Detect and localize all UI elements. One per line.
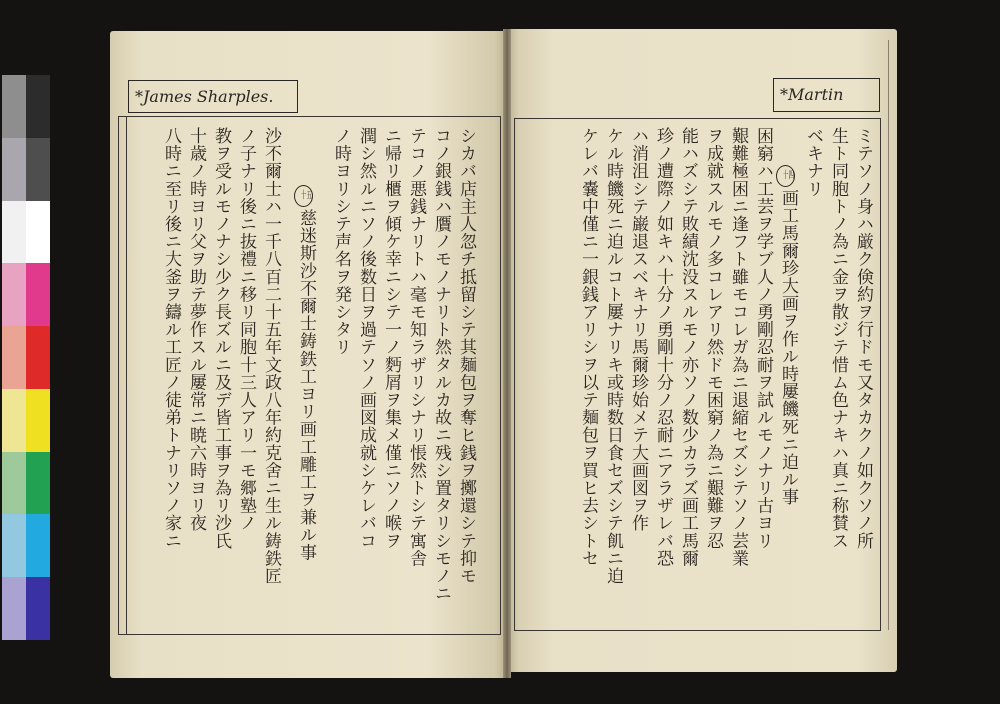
calibration-patch-row: [2, 75, 50, 138]
text-column: ヲ成就スルモノ多コレアリ然ドモ困窮ノ為ニ艱難ヲ忍: [703, 127, 723, 550]
text-column: ミテソノ身ハ厳ク倹約ヲ行ドモ又タカクノ如クソノ所: [853, 127, 873, 550]
text-column: 八時ニ至リ後ニ大釜ヲ鑄ル工匠ノ徒弟トナリソノ家ニ: [161, 127, 181, 550]
calibration-patch: [26, 75, 50, 138]
section-number-badge: 十四: [776, 165, 795, 187]
calibration-patch: [26, 514, 50, 577]
text-column: ニ帰リ櫃ヲ傾ケ幸ニシテ一ノ麪屑ヲ集メ僅ニソノ喉ヲ: [381, 127, 401, 550]
text-column: 困窮ハ工芸ヲ学ブ人ノ勇剛忍耐ヲ試ルモノナリ古ヨリ: [753, 127, 773, 550]
text-column: コノ銀銭ハ贋ノモノナリト然タルカ故ニ残シ置タリシモノニ: [431, 127, 451, 603]
calibration-patch-row: [2, 201, 50, 264]
calibration-patch: [2, 263, 26, 326]
text-column: ノ子ナリ後ニ抜禮ニ移リ同胞十三人アリ一モ郷塾ノ: [236, 127, 256, 532]
text-column: シカバ店主人忽チ抵留シテ其麺包ヲ奪ヒ銭ヲ擲還シテ抑モ: [456, 127, 476, 585]
calibration-patch-row: [2, 577, 50, 640]
text-column: ケル時饑死ニ迫ルコト屢ナリキ或時数日食セズシテ飢ニ迫: [603, 127, 623, 585]
calibration-patch: [26, 389, 50, 452]
calibration-patch: [26, 138, 50, 201]
calibration-patch-row: [2, 138, 50, 201]
text-column: ハ消沮シテ巌退スベキナリ馬爾珍始メテ大画図ヲ作: [628, 127, 648, 532]
text-column: 珍ノ遭際ノ如キハ十分ノ勇剛十分ノ忍耐ニアラザレバ恐: [653, 127, 673, 567]
text-column: 能ハズシテ敗績沈没スルモノ亦ソノ数少カラズ画工馬爾: [678, 127, 698, 567]
color-calibration-strip: [2, 75, 50, 640]
text-column: 潤シ然ルニソノ後数日ヲ過テソノ画図成就シケレバコ: [356, 127, 376, 550]
calibration-patch: [2, 452, 26, 515]
calibration-patch: [26, 326, 50, 389]
calibration-patch: [2, 75, 26, 138]
section-heading-14: [775, 127, 800, 627]
calibration-patch-row: [2, 452, 50, 515]
calibration-patch-row: [2, 514, 50, 577]
calibration-patch-row: [2, 326, 50, 389]
calibration-patch: [2, 138, 26, 201]
section-heading-text: 画工馬爾珍大画ヲ作ル時屢饑死ニ迫ル事: [778, 189, 798, 506]
text-column: 沙不爾士ハ一千八百二十五年文政八年約克舍ニ生ル鋳鉄匠: [261, 127, 281, 585]
book-gutter: [503, 29, 511, 678]
calibration-patch: [26, 452, 50, 515]
section-heading-text: 慈迷斯沙不爾士鋳鉄工ヨリ画工雕工ヲ兼ル事: [296, 209, 316, 561]
sharples-name-label: *James Sharples.: [128, 80, 298, 113]
calibration-patch-row: [2, 389, 50, 452]
calibration-patch: [2, 326, 26, 389]
left-page-text: [160, 127, 478, 627]
calibration-patch: [26, 201, 50, 264]
calibration-patch: [2, 577, 26, 640]
calibration-patch: [26, 577, 50, 640]
calibration-patch: [2, 514, 26, 577]
section-number-badge: 十五: [294, 185, 313, 207]
text-column: テコノ悪銭ナリトハ毫モ知ラザリシナリ悵然トシテ寓舎: [406, 127, 426, 567]
calibration-patch: [2, 389, 26, 452]
calibration-patch: [2, 201, 26, 264]
left-margin-rule: [126, 116, 127, 635]
right-margin-rule: [888, 40, 889, 630]
martin-name-label: *Martin: [773, 78, 880, 112]
section-heading-15: [293, 127, 318, 627]
text-column: 教ヲ受ルモノナシ少ク長ズルニ及デ皆工事ヲ為リ沙氏: [211, 127, 231, 550]
right-page-text: [572, 127, 875, 627]
text-column: 十歳ノ時ヨリ父ヲ助テ夢作スル屢常ニ暁六時ヨリ夜: [186, 127, 206, 532]
text-column: 艱難極困ニ逢フト雖モコレガ為ニ退縮セズシテソノ芸業: [728, 127, 748, 567]
calibration-patch: [26, 263, 50, 326]
text-column: ベキナリ: [803, 127, 823, 198]
text-column: ノ時ヨリシテ声名ヲ発シタリ: [331, 127, 351, 356]
text-column: 生ト同胞トノ為ニ金ヲ散ジテ惜ム色ナキハ真ニ称賛ス: [828, 127, 848, 550]
calibration-patch-row: [2, 263, 50, 326]
text-column: ケレバ嚢中僅ニ一銀銭アリシヲ以テ麺包ヲ買ヒ去シトセ: [578, 127, 598, 567]
